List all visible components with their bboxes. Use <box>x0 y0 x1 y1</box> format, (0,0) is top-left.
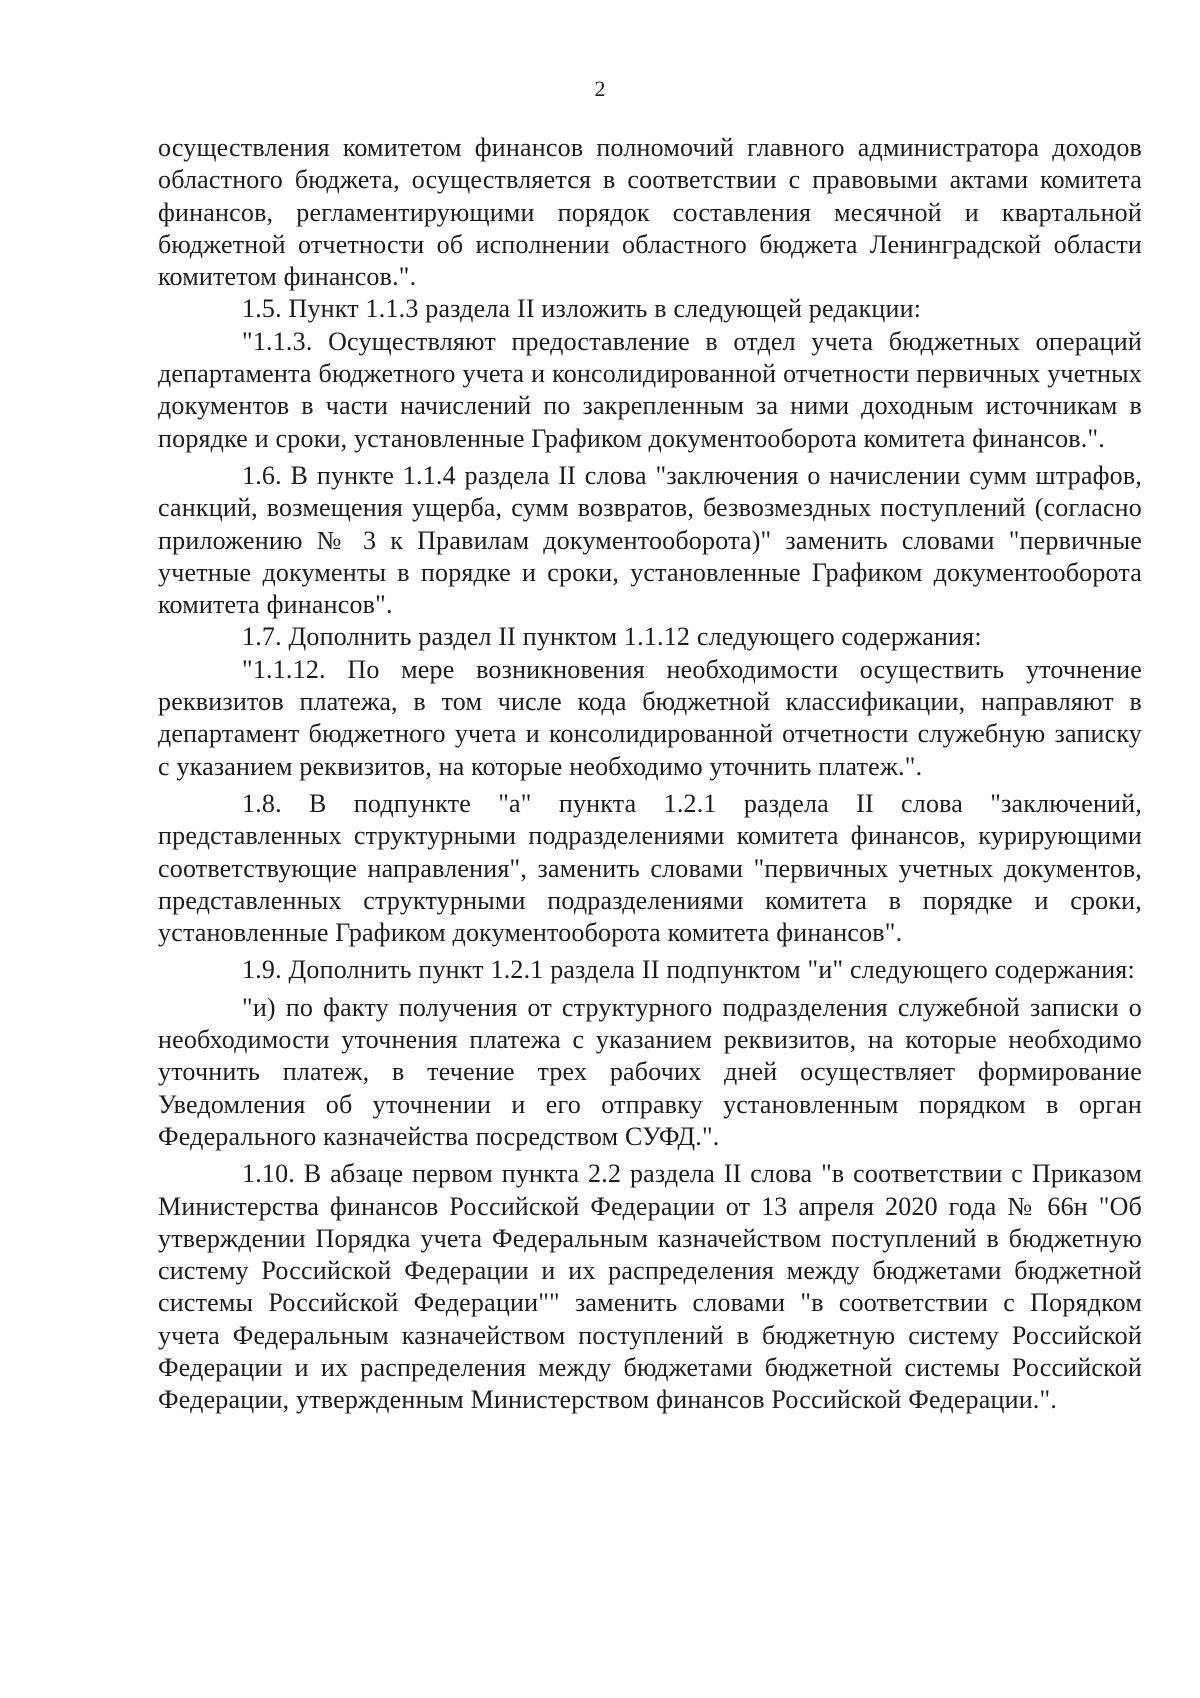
document-body <box>158 132 1142 1417</box>
paragraph-quote-1-1-12: "1.1.12. По мере возникновения необходимости осуществить уточнение реквизитов платежа, в том числе кода бюджетной классификации, направляют в департамент бюджетного учета и консолидированной отчетности служебную записку с указанием реквизитов, на которые необходимо уточнить платеж.". <box>158 654 1142 781</box>
paragraph-continuation: осуществления комитетом финансов полномочий главного администратора доходов областного бюджета, осуществляется в соответствии с правовыми актами комитета финансов, регламентирующими порядок составления месячной и квартальной бюджетной отчетности об исполнении областного бюджета Ленинградской области комитетом финансов.". <box>158 133 1142 292</box>
paragraph-quote-1-1-3: "1.1.3. Осуществляют предоставление в отдел учета бюджетных операций департамента бюджетного учета и консолидированной отчетности первичных учетных документов в части начислений по закрепленным за ними доходным источникам в порядке и сроки, установленные Графиком документооборота комитета финансов.". <box>158 326 1142 453</box>
paragraph-item-1-8: 1.8. В подпункте "а" пункта 1.2.1 раздела II слова "заключений, представленных структурными подразделениями комитета финансов, курирующими соответствующие направления", заменить словами "первичных учетных документов, представленных структурными подразделениями комитета в порядке и сроки, установленные Графиком документооборота комитета финансов". <box>158 788 1142 948</box>
paragraph-item-1-7: 1.7. Дополнить раздел II пунктом 1.1.12 следующего содержания: <box>242 622 982 652</box>
paragraph-quote-subitem-i: "и) по факту получения от структурного подразделения служебной записки о необходимости уточнения платежа с указанием реквизитов, на которые необходимо уточнить платеж, в течение трех рабочих дней осуществляет формирование Уведомления об уточнении и его отправку установленным порядком в орган Федерального казначейства посредством СУФД.". <box>158 992 1142 1151</box>
page-number: 2 <box>594 76 606 101</box>
paragraph-item-1-10: 1.10. В абзаце первом пункта 2.2 раздела II слова "в соответствии с Приказом Министерства финансов Российской Федерации от 13 апреля 2020 года № 66н "Об утверждении Порядка учета Федеральным казначейством поступлений в бюджетную систему Российской Федерации и их распределения между бюджетами бюджетной системы Российской Федерации"" заменить словами "в соответствии с Порядком учета Федеральным казначейством поступлений в бюджетную систему Российской Федерации и их распределения между бюджетами бюджетной системы Российской Федерации, утвержденным Министерством финансов Российской Федерации.". <box>158 1159 1142 1415</box>
paragraph-item-1-5: 1.5. Пункт 1.1.3 раздела II изложить в следующей редакции: <box>242 294 922 324</box>
paragraph-item-1-9: 1.9. Дополнить пункт 1.2.1 раздела II подпунктом "и" следующего содержания: <box>242 955 1135 985</box>
paragraph-item-1-6: 1.6. В пункте 1.1.4 раздела II слова "заключения о начислении сумм штрафов, санкций, возмещения ущерба, сумм возвратов, безвозмездных поступлений (согласно приложению № 3 к Правилам документооборота)" заменить словами "первичные учетные документы в порядке и сроки, установленные Графиком документооборота комитета финансов". <box>158 460 1142 620</box>
